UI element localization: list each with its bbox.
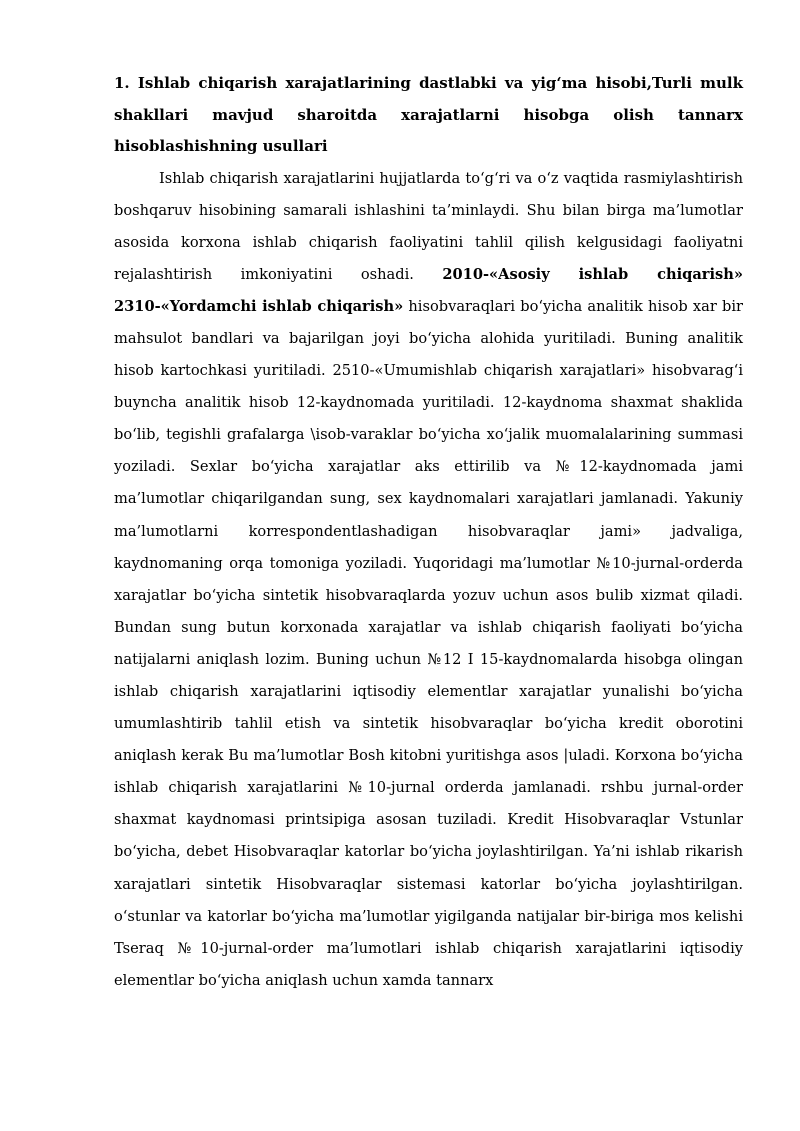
section-heading: 1. Ishlab chiqarish xarajatlarining dastlabki va yig‘ma hisobi,Turli mulk shakllari mavjud sharoitda xarajatlarni hisobga olish tannarx hisoblashishning usullari xyxy=(114,74,743,155)
account-names-bold: 2010-«Asosiy ishlab chiqarish» 2310-«Yordamchi ishlab chiqarish» xyxy=(114,265,743,315)
paragraph-text-1: Ishlab chiqarish xarajatlarini hujjatlarda to‘g‘ri va o‘z vaqtida rasmiylashtirish boshqaruv hisobining samarali ishlashini ta’minlaydi. Shu bilan birga ma’lumotlar asosida korxona ishlab chiqarish faoliyatini tahlil qilish kelgusidagi faoliyatni rejalashtirish imkoniyatini oshadi. xyxy=(114,169,743,283)
paragraph-text-2: hisobvaraqlari bo‘yicha analitik hisob xar bir mahsulot bandlari va bajarilgan joyi bo‘yicha alohida yuritiladi. Buning analitik hisob kartochkasi yuritiladi. 2510-«Umumishlab chiqarish xarajatlari» hisobvarag‘i buyncha analitik hisob 12-kaydnomada yuritiladi. 12-kaydnoma shaxmat shaklida bo‘lib, tegishli grafalarga \isob-varaklar bo‘yicha xo‘jalik muomalalarining summasi yoziladi. Sexlar bo‘yicha xarajatlar aks ettirilib va №12-kaydnomada jami ma’lumotlar chiqarilgandan sung, sex kaydnomalari xarajatlari jamlanadi. Yakuniy ma’lumotlarni korrespondentlashadigan hisobvaraqlar jami» jadvaliga, kaydnomaning orqa tomoniga yoziladi. Yuqoridagi ma’lumotlar №10-jurnal-orderda xarajatlar bo‘yicha sintetik hisobvaraqlarda yozuv uchun asos bulib xizmat qiladi. Bundan sung butun korxonada xarajatlar va ishlab chiqarish faoliyati bo‘yicha natijalarni aniqlash lozim. Buning uchun №12 I 15-kaydnomalarda hisobga olingan ishlab chiqarish xarajatlarini iqtisodiy elementlar xarajatlar yunalishi bo‘yicha umumlashtirib tahlil etish va sintetik hisobvaraqlar bo‘yicha kredit oborotini aniqlash kerak Bu ma’lumotlar Bosh kitobni yuritishga asos |uladi. Korxona bo‘yicha ishlab chiqarish xarajatlarini №10-jurnal orderda jamlanadi. rshbu jurnal-order shaxmat kaydnomasi printsipiga asosan tuziladi. Kredit Hisobvaraqlar Vstunlar bo‘yicha, debet Hisobvaraqlar katorlar bo‘yicha joylashtirilgan. Ya’ni ishlab rikarish xarajatlari sintetik Hisobvaraqlar sistemasi katorlar bo‘yicha joylashtirilgan. o‘stunlar va katorlar bo‘yicha ma’lumotlar yigilganda natijalar bir-biriga mos kelishi Tseraq №10-jurnal-order ma’lumotlari ishlab chiqarish xarajatlarini iqtisodiy elementlar bo‘yicha aniqlash uchun xamda tannarx xyxy=(114,297,743,989)
body-paragraph xyxy=(114,163,743,997)
